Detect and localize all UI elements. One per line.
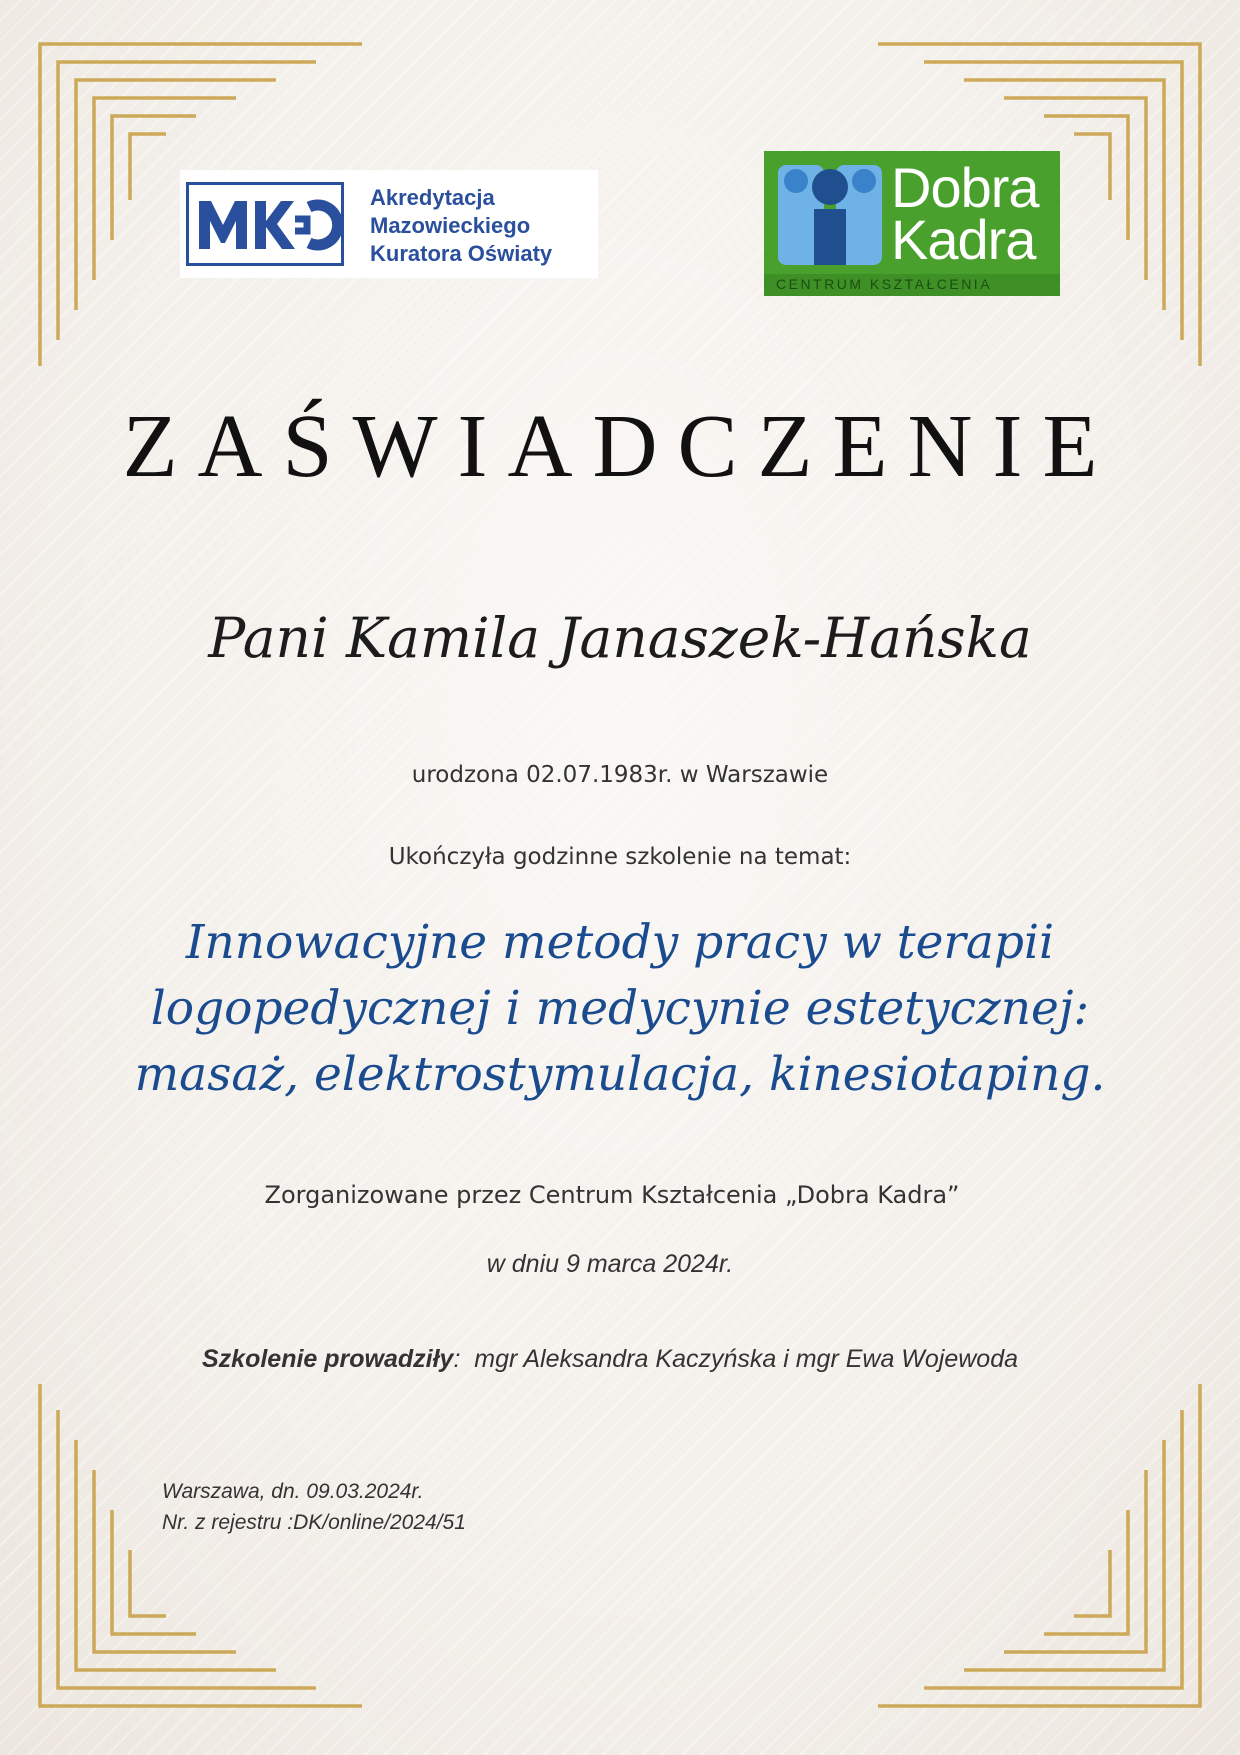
trainers-line [202, 1343, 1018, 1375]
mko-letters-icon [189, 185, 341, 263]
mko-logo-mark [186, 182, 344, 266]
mko-logo-line2: Mazowieckiego [370, 213, 531, 238]
mko-logo-line3: Kuratora Oświaty [370, 241, 553, 266]
topic-line-3: masaż, elektrostymulacja, kinesiotaping. [134, 1047, 1106, 1102]
dobra-kadra-logo [764, 151, 1060, 296]
trainers-separator: : [453, 1345, 475, 1373]
topic-line-2: logopedycznej i medycynie estetycznej: [150, 981, 1090, 1036]
dobra-kadra-subtitle: CENTRUM KSZTAŁCENIA [776, 276, 993, 292]
place-and-date: Warszawa, dn. 09.03.2024r. [162, 1480, 424, 1503]
bottom-left-corner-ornament [36, 1380, 366, 1710]
dobra-kadra-line1: Dobra [891, 156, 1039, 219]
certificate-title: ZAŚWIADCZENIE [122, 397, 1118, 496]
birth-info: urodzona 02.07.1983r. w Warszawie [411, 762, 829, 788]
bottom-right-corner-ornament [874, 1380, 1204, 1710]
organizer-line: Zorganizowane przez Centrum Kształcenia „Dobra Kadra” [264, 1181, 960, 1209]
recipient-name: Pani Kamila Janaszek-Hańska [208, 606, 1032, 670]
training-topic [100, 910, 1140, 1108]
training-date: w dniu 9 marca 2024r. [486, 1250, 734, 1278]
trainers-names: mgr Aleksandra Kaczyńska i mgr Ewa Wojewoda [474, 1345, 1019, 1373]
registry-number: Nr. z rejestru :DK/online/2024/51 [162, 1511, 466, 1534]
mko-logo-text [370, 184, 552, 268]
mko-logo-line1: Akredytacja [370, 185, 495, 210]
people-book-icon [770, 155, 890, 273]
trainers-label: Szkolenie prowadziły [202, 1345, 454, 1373]
mko-accreditation-logo [180, 170, 598, 278]
topic-line-1: Innowacyjne metody pracy w terapii [185, 915, 1055, 970]
dobra-kadra-line2: Kadra [891, 208, 1036, 271]
completed-intro: Ukończyła godzinne szkolenie na temat: [388, 844, 852, 870]
